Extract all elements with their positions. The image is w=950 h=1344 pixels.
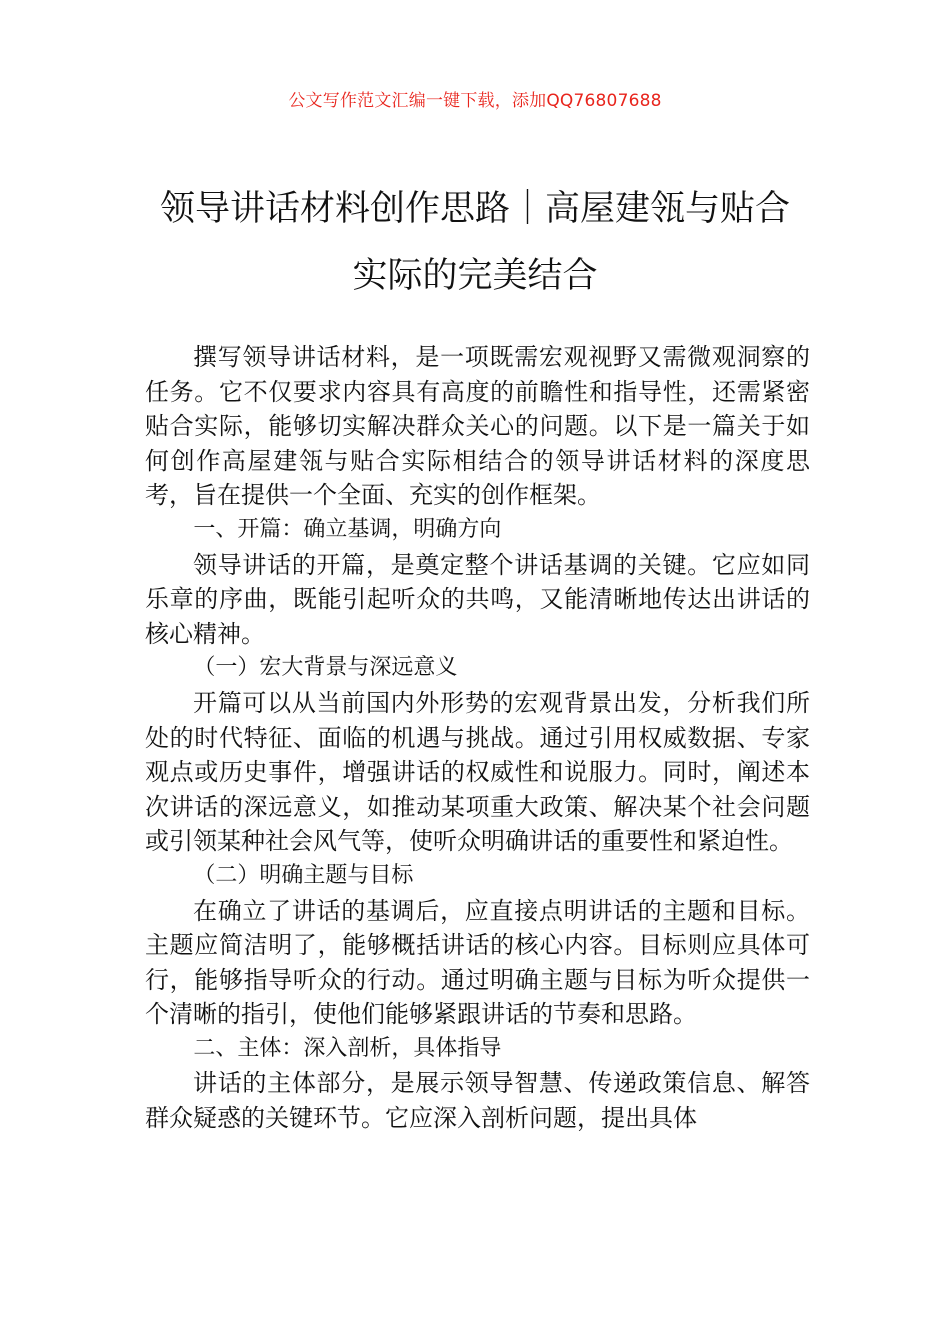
paragraph-intro: 撰写领导讲话材料，是一项既需宏观视野又需微观洞察的任务。它不仅要求内容具有高度的前瞻性和指导性，还需紧密贴合实际，能够切实解决群众关心的问题。以下是一篇关于如何创作高屋建瓴与贴合实际相结合的领导讲话材料的深度思考，旨在提供一个全面、充实的创作框架。 [145, 343, 810, 510]
paragraph-main-body: 讲话的主体部分，是展示领导智慧、传递政策信息、解答群众疑惑的关键环节。它应深入剖析问题，提出具体 [145, 1069, 810, 1133]
section-heading-2: 二、主体：深入剖析，具体指导 [193, 1035, 502, 1061]
title-line-2: 实际的完美结合 [352, 256, 598, 296]
download-notice: 公文写作范文汇编一键下载，添加QQ76807688 [288, 91, 662, 111]
subsection-heading-1-1: （一）宏大背景与深远意义 [193, 655, 458, 681]
title-line-1: 领导讲话材料创作思路｜高屋建瓴与贴合 [159, 189, 790, 229]
document-title [120, 176, 830, 310]
paragraph-background: 开篇可以从当前国内外形势的宏观背景出发，分析我们所处的时代特征、面临的机遇与挑战。通过引用权威数据、专家观点或历史事件，增强讲话的权威性和说服力。同时，阐述本次讲话的深远意义，如推动某项重大政策、解决某个社会问题或引领某种社会风气等，使听众明确讲话的重要性和紧迫性。 [145, 688, 810, 856]
paragraph-opening: 领导讲话的开篇，是奠定整个讲话基调的关键。它应如同乐章的序曲，既能引起听众的共鸣，又能清晰地传达出讲话的核心精神。 [145, 550, 810, 648]
section-heading-1: 一、开篇：确立基调，明确方向 [193, 516, 502, 542]
document-body [145, 340, 810, 1136]
paragraph-theme-goal: 在确立了讲话的基调后，应直接点明讲话的主题和目标。主题应简洁明了，能够概括讲话的核心内容。目标则应具体可行，能够指导听众的行动。通过明确主题与目标为听众提供一个清晰的指引，使他们能够紧跟讲话的节奏和思路。 [145, 896, 810, 1029]
subsection-heading-1-2: （二）明确主题与目标 [193, 862, 414, 888]
